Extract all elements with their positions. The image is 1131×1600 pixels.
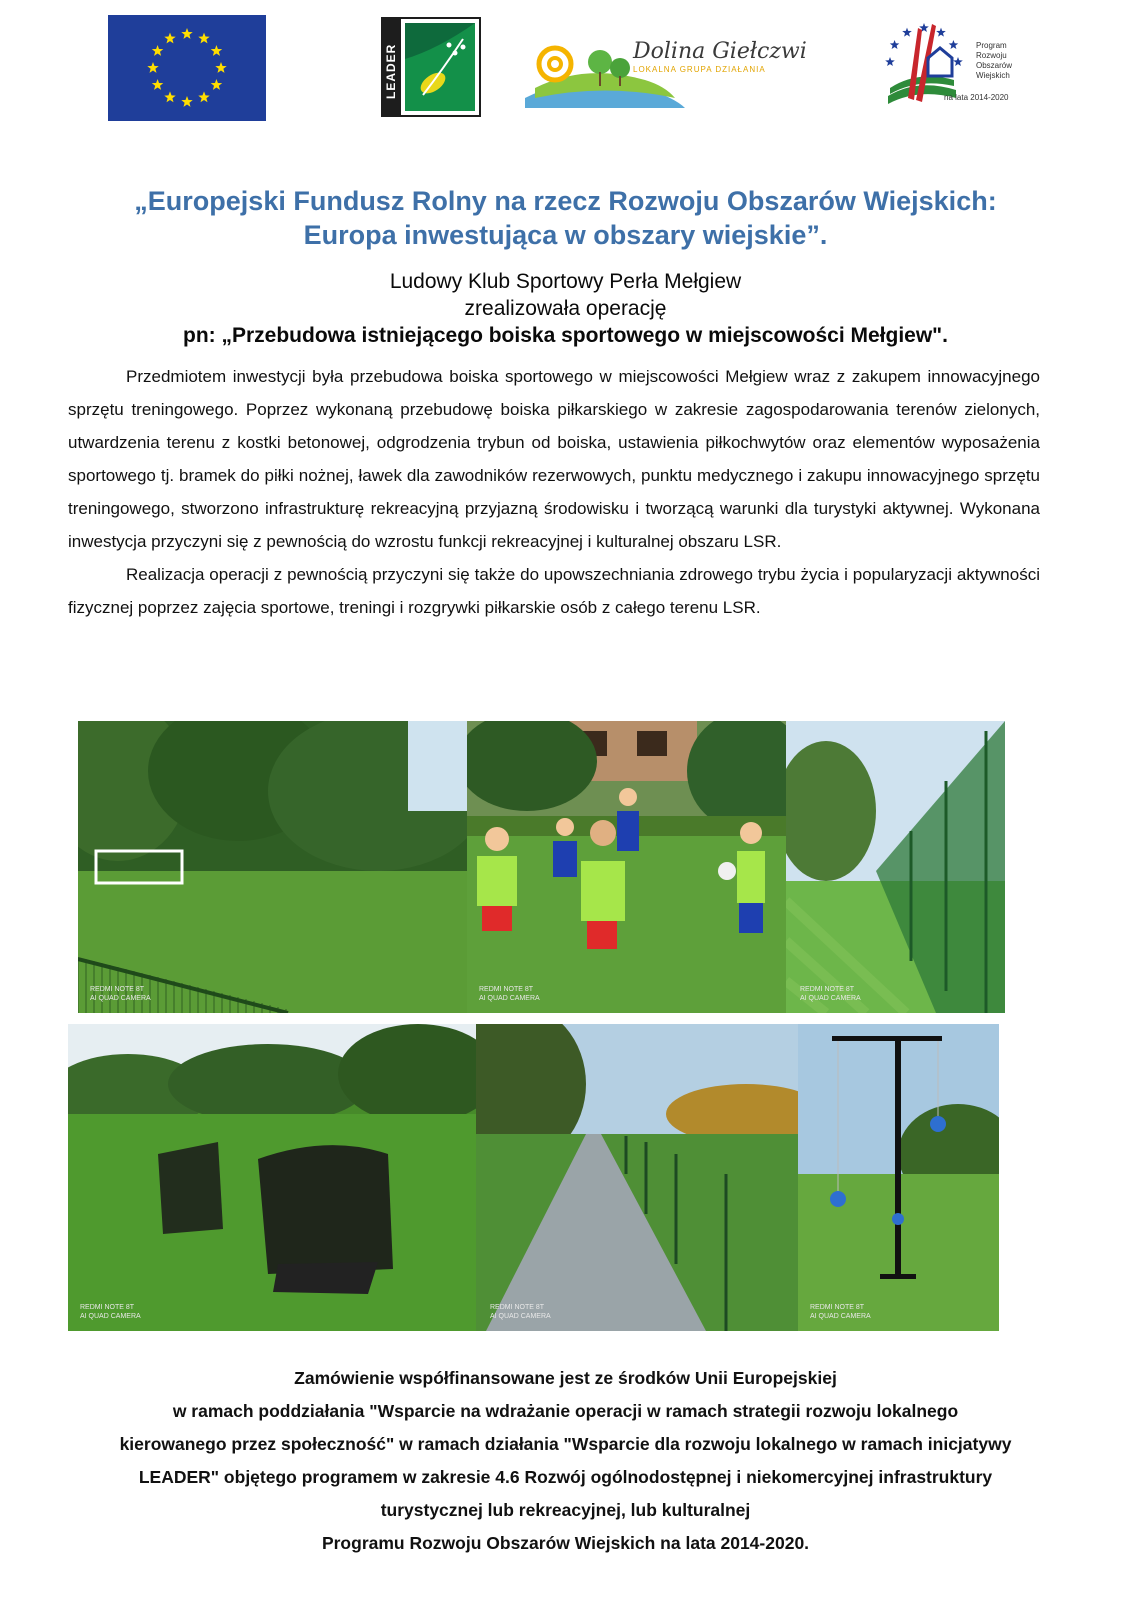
prow-line-2: Rozwoju [976, 51, 1007, 60]
photo-watermark: REDMI NOTE 8T [90, 986, 145, 993]
leader-logo [381, 17, 481, 117]
photo-watermark: REDMI NOTE 8T [479, 986, 534, 993]
operation-verb: zrealizowała operację [464, 297, 667, 320]
operation-heading [60, 268, 1071, 349]
photo-watermark: REDMI NOTE 8T [80, 1304, 135, 1311]
photo-watermark: AI QUAD CAMERA [490, 1313, 551, 1320]
photo-fence-ballcatcher [786, 721, 1005, 1013]
dolina-logo-subtitle: LOKALNA GRUPA DZIAŁANIA [633, 65, 766, 74]
photo-children-training [467, 721, 786, 1013]
eu-star-icon [181, 96, 192, 107]
prow-line-4: Wiejskich [976, 71, 1010, 80]
photo-watermark: REDMI NOTE 8T [490, 1304, 545, 1311]
eu-star-icon [152, 79, 164, 90]
eu-star-icon [164, 91, 175, 102]
photo-watermark: AI QUAD CAMERA [90, 995, 151, 1002]
photo-paved-path [476, 1024, 798, 1331]
eu-star-icon [211, 79, 223, 90]
footer-line-3: kierowanego przez społeczność" w ramach działania "Wsparcie dla rozwoju lokalnego w ramach inicjatywy [119, 1434, 1012, 1454]
prow-star-icon [953, 57, 963, 66]
prow-star-icon [902, 28, 912, 37]
prow-line-1: Program [976, 41, 1007, 50]
eu-star-icon [211, 45, 223, 56]
eu-star-icon [164, 33, 175, 44]
eu-star-icon [147, 62, 158, 73]
prow-logo [878, 18, 1038, 118]
main-title [60, 184, 1071, 252]
eu-star-icon [152, 45, 164, 56]
eu-star-icon [181, 28, 192, 39]
footer-line-1: Zamówienie współfinansowane jest ze środków Unii Europejskiej [294, 1368, 837, 1388]
eu-star-icon [215, 62, 226, 73]
eu-star-icon [198, 33, 209, 44]
leader-logo-text: LEADER [384, 43, 398, 99]
photo-watermark: AI QUAD CAMERA [80, 1313, 141, 1320]
photo-watermark: AI QUAD CAMERA [479, 995, 540, 1002]
photo-watermark: AI QUAD CAMERA [810, 1313, 871, 1320]
footer-line-4: LEADER" objętego programem w zakresie 4.6 Rozwój ogólnodostępnej i niekomercyjnej infrastruktury [138, 1467, 993, 1487]
prow-star-icon [949, 40, 959, 49]
footer-line-2: w ramach poddziałania "Wsparcie na wdrażanie operacji w ramach strategii rozwoju lokalnego [172, 1401, 959, 1421]
cofinancing-footer [60, 1362, 1071, 1560]
eu-stars-icon [108, 15, 266, 121]
description [68, 360, 1040, 624]
main-title-line-1: „Europejski Fundusz Rolny na rzecz Rozwoju Obszarów Wiejskich: [134, 186, 997, 216]
dolina-logo-name: Dolina Giełczwi [633, 39, 807, 64]
prow-years: na lata 2014-2020 [944, 93, 1009, 102]
photo-watermark: AI QUAD CAMERA [800, 995, 861, 1002]
dolina-gielczwi-logo [525, 28, 845, 113]
footer-line-5: turystycznej lub rekreacyjnej, lub kulturalnej [380, 1500, 751, 1520]
photo-training-post [798, 1024, 999, 1331]
eu-star-icon [198, 91, 209, 102]
description-paragraph-1: Przedmiotem inwestycji była przebudowa boiska sportowego w miejscowości Mełgiew wraz z zakupem innowacyjnego sprzętu treningowego. Poprzez wykonaną przebudowę boiska piłkarskiego w zakresie zagospodarowania terenów zielonych, utwardzenia terenu z kostki betonowej, odgrodzenia trybun od boiska, ustawienia piłkochwytów oraz elementów wyposażenia sportowego tj. bramek do piłki nożnej, ławek dla zawodników rezerwowych, punktu medycznego i zakupu innowacyjnego sprzętu treningowego, stworzono infrastrukturę rekreacyjną przyjazną środowisku i tworzącą warunki dla turystyki aktywnej. Wykonana inwestycja przyczyni się z pewnością do wzrostu funkcji rekreacyjnej i kulturalnej obszaru LSR. [68, 367, 1040, 551]
eu-flag-logo [108, 15, 266, 121]
club-name: Ludowy Klub Sportowy Perła Mełgiew [389, 270, 742, 293]
description-paragraph-2: Realizacja operacji z pewnością przyczyni się także do upowszechniania zdrowego trybu życia i popularyzacji aktywności fizycznej poprzez zajęcia sportowe, treningi i rozgrywki piłkarskie osób z całego terenu LSR. [68, 565, 1040, 617]
main-title-line-2: Europa inwestująca w obszary wiejskie”. [303, 220, 828, 250]
footer-line-6: Programu Rozwoju Obszarów Wiejskich na lata 2014-2020. [321, 1533, 810, 1553]
prow-star-icon [885, 57, 895, 66]
photo-watermark: REDMI NOTE 8T [810, 1304, 865, 1311]
photo-rebounder-nets [68, 1024, 476, 1331]
photo-watermark: REDMI NOTE 8T [800, 986, 855, 993]
prow-star-icon [890, 40, 900, 49]
prow-line-3: Obszarów [976, 61, 1013, 70]
photo-football-pitch-goal [78, 721, 467, 1013]
operation-name: pn: „Przebudowa istniejącego boiska sportowego w miejscowości Mełgiew". [183, 324, 948, 347]
prow-star-icon [936, 28, 946, 37]
